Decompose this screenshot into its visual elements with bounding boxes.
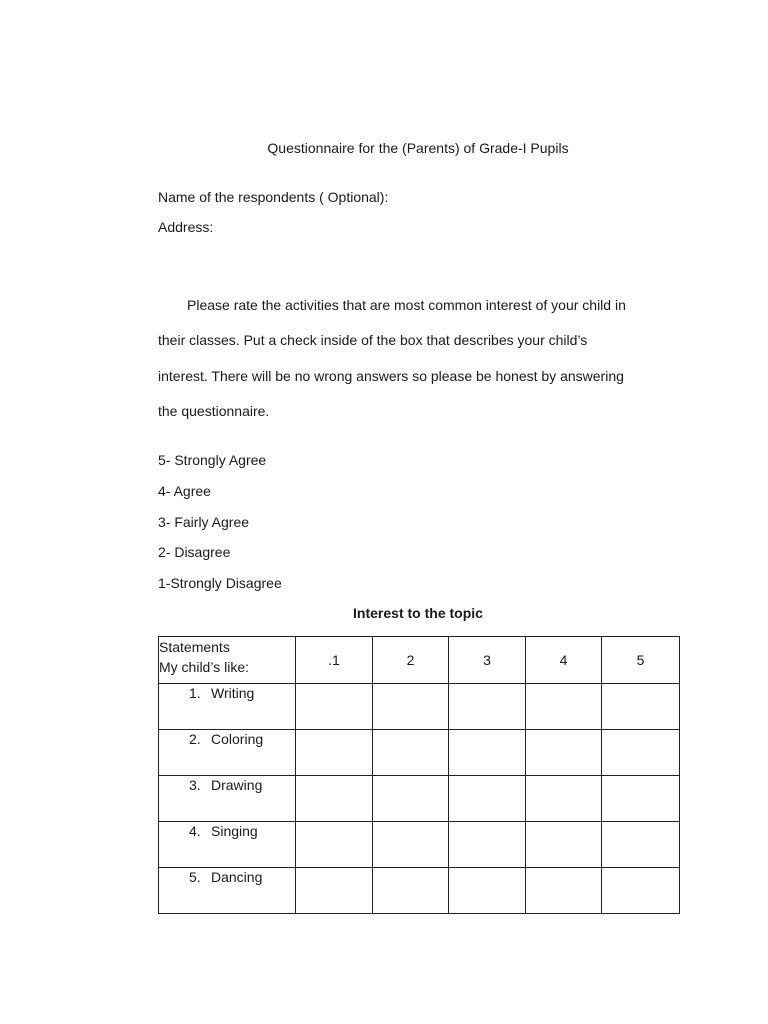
statement-cell (159, 868, 296, 914)
rating-checkbox-5[interactable] (602, 868, 680, 914)
rating-checkbox-2[interactable] (373, 776, 449, 822)
table-row (159, 822, 680, 868)
rating-checkbox-3[interactable] (449, 868, 526, 914)
rating-checkbox-4[interactable] (526, 776, 602, 822)
rating-checkbox-2[interactable] (373, 684, 449, 730)
table-title: Interest to the topic (353, 605, 483, 621)
subject-label: My child’s like: (159, 659, 249, 675)
statement-number: 4. (189, 823, 201, 839)
rating-table (158, 636, 680, 914)
instruction-line: their classes. Put a check inside of the box that describes your child’s (158, 332, 588, 348)
statement-number: 1. (189, 685, 201, 701)
statement-cell (159, 684, 296, 730)
statement-cell (159, 776, 296, 822)
statement-label: Singing (211, 823, 258, 839)
statement-cell (159, 822, 296, 868)
rating-checkbox-1[interactable] (296, 730, 373, 776)
rating-checkbox-5[interactable] (602, 730, 680, 776)
rating-checkbox-1[interactable] (296, 822, 373, 868)
table-row (159, 684, 680, 730)
respondent-name-field: Name of the respondents ( Optional): (158, 189, 389, 205)
rating-checkbox-2[interactable] (373, 822, 449, 868)
statement-number: 2. (189, 731, 201, 747)
rating-checkbox-5[interactable] (602, 684, 680, 730)
scale-item-3: 3- Fairly Agree (158, 514, 250, 530)
scale-item-4: 4- Agree (158, 483, 211, 499)
statements-header-cell (159, 637, 296, 684)
statement-number: 3. (189, 777, 201, 793)
table-row (159, 868, 680, 914)
instruction-line: interest. There will be no wrong answers so please be honest by answering (158, 368, 624, 384)
rating-checkbox-4[interactable] (526, 730, 602, 776)
statement-cell (159, 730, 296, 776)
table-row (159, 730, 680, 776)
rating-checkbox-4[interactable] (526, 868, 602, 914)
rating-checkbox-2[interactable] (373, 868, 449, 914)
column-header-2: 2 (373, 637, 449, 684)
rating-checkbox-3[interactable] (449, 776, 526, 822)
column-header-1: .1 (296, 637, 373, 684)
column-header-3: 3 (449, 637, 526, 684)
rating-checkbox-4[interactable] (526, 822, 602, 868)
rating-checkbox-3[interactable] (449, 684, 526, 730)
statements-label: Statements (159, 639, 230, 655)
rating-checkbox-3[interactable] (449, 730, 526, 776)
scale-item-1: 1-Strongly Disagree (158, 575, 282, 591)
rating-checkbox-1[interactable] (296, 776, 373, 822)
rating-checkbox-4[interactable] (526, 684, 602, 730)
scale-item-5: 5- Strongly Agree (158, 452, 267, 468)
statement-label: Dancing (211, 869, 263, 885)
statement-label: Writing (211, 685, 255, 701)
instruction-line: the questionnaire. (158, 403, 270, 419)
table-header-row (159, 637, 680, 684)
statement-label: Drawing (211, 777, 263, 793)
rating-checkbox-1[interactable] (296, 868, 373, 914)
column-header-5: 5 (602, 637, 680, 684)
table-row (159, 776, 680, 822)
rating-checkbox-1[interactable] (296, 684, 373, 730)
page-title: Questionnaire for the (Parents) of Grade-I Pupils (267, 140, 569, 156)
scale-item-2: 2- Disagree (158, 544, 231, 560)
rating-checkbox-3[interactable] (449, 822, 526, 868)
rating-checkbox-5[interactable] (602, 776, 680, 822)
address-field: Address: (158, 219, 214, 235)
instruction-line: Please rate the activities that are most common interest of your child in (187, 297, 626, 313)
statement-number: 5. (189, 869, 201, 885)
rating-checkbox-2[interactable] (373, 730, 449, 776)
statement-label: Coloring (211, 731, 264, 747)
column-header-4: 4 (526, 637, 602, 684)
rating-checkbox-5[interactable] (602, 822, 680, 868)
